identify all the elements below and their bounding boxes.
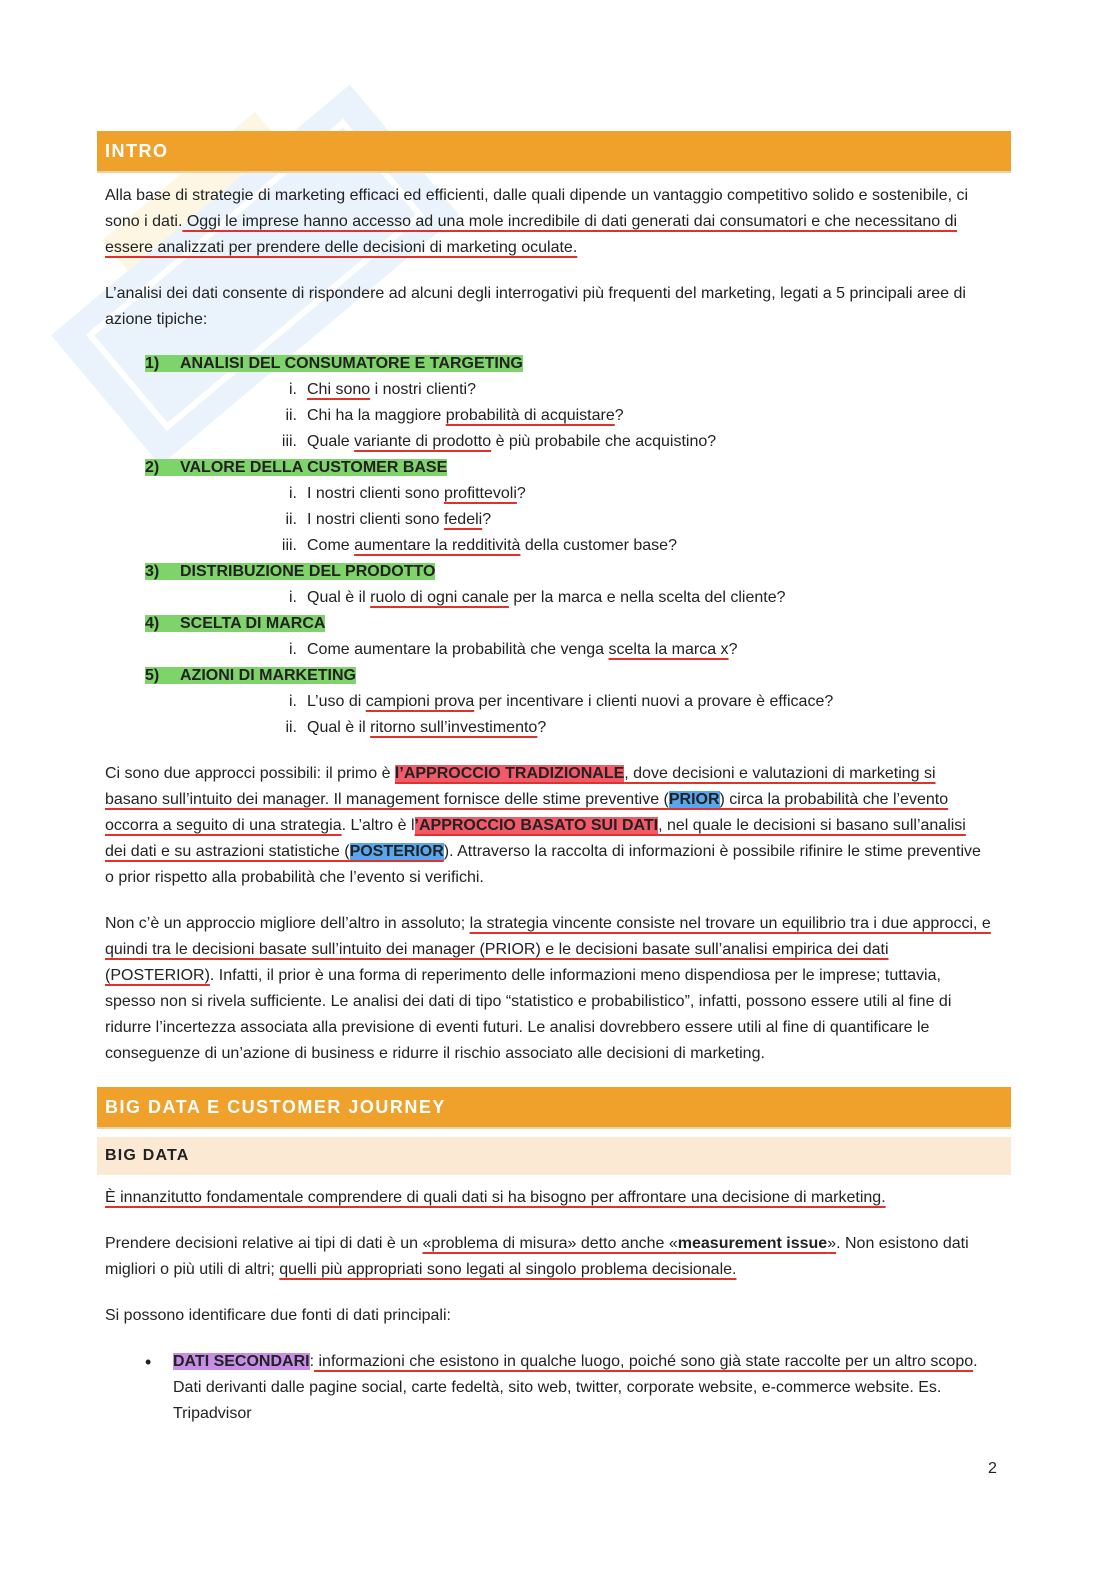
bigdata-paragraph-1: È innanzitutto fondamentale comprendere di quali dati si ha bisogno per affrontare una decisione di marketing. xyxy=(105,1189,886,1206)
intro-paragraph-1 xyxy=(105,183,991,261)
list-item: • DATI SECONDARI: informazioni che esistono in qualche luogo, poiché sono già state raccolte per un altro scopo. Dati derivanti dalle pagine social, carte fedeltà, sito web, twitter, corporate website, e-commerce website. Es. Tripadvisor xyxy=(105,1349,991,1427)
section-heading-intro: INTRO xyxy=(97,131,1011,173)
bigdata-paragraph-2: Prendere decisioni relative ai tipi di dati è un «problema di misura» detto anche «measurement issue». Non esistono dati migliori o più utili di altri; quelli più appropriati sono legati al singolo problema decisionale. xyxy=(105,1235,969,1278)
bullet-icon: • xyxy=(145,1352,152,1372)
list-item: i. I nostri clienti sono profittevoli? xyxy=(289,485,526,502)
section-title-2: 2) VALORE DELLA CUSTOMER BASE xyxy=(145,459,448,476)
bigdata-paragraph-3: Si possono identificare due fonti di dati principali: xyxy=(105,1307,451,1324)
document-page xyxy=(97,131,1011,1427)
list-item: i. Qual è il ruolo di ogni canale per la marca e nella scelta del cliente? xyxy=(289,589,786,606)
intro-paragraph-2: L’analisi dei dati consente di rispondere ad alcuni degli interrogativi più frequenti del marketing, legati a 5 principali aree di azione tipiche: xyxy=(105,285,966,328)
underlined-text: Oggi le imprese hanno accesso ad una mole incredibile di dati generati dai consumatori e che necessitano di essere analizzati per prendere delle decisioni di marketing oculate. xyxy=(105,213,958,256)
list-item: i. L’uso di campioni prova per incentivare i clienti nuovi a provare è efficace? xyxy=(289,693,834,710)
list-item: i. Come aumentare la probabilità che venga scelta la marca x? xyxy=(289,641,738,658)
text-span: Alla base di strategie di marketing efficaci ed efficienti, dalle quali dipende un vantaggio competitivo solido e sostenibile, ci sono i dati. xyxy=(105,187,969,230)
list-item: ii. Chi ha la maggiore probabilità di acquistare? xyxy=(285,407,624,424)
list-item: ii. Qual è il ritorno sull’investimento? xyxy=(285,719,547,736)
areas-list xyxy=(105,351,991,741)
balance-paragraph: Non c’è un approccio migliore dell’altro in assoluto; la strategia vincente consiste nel trovare un equilibrio tra i due approcci, e quindi tra le decisioni basate sull’intuito dei manager (PRIOR) e le decisioni basate sull’analisi empirica dei dati (POSTERIOR). Infatti, il prior è una forma di reperimento delle informazioni meno dispendiosa per le imprese; tuttavia, spesso non si rivela sufficiente. Le analisi dei dati di tipo “statistico e probabilistico”, infatti, possono essere utili al fine di ridurre l’incertezza associata alla previsione di eventi futuri. Le analisi dovrebbero essere utili al fine di quantificare le conseguenze di un’azione di business e ridurre il rischio associato alle decisioni di marketing. xyxy=(105,915,991,1062)
section-title-1: 1) ANALISI DEL CONSUMATORE E TARGETING xyxy=(145,355,523,372)
page-number: 2 xyxy=(988,1460,997,1477)
list-item: i. Chi sono i nostri clienti? xyxy=(289,381,476,398)
list-item: iii. Come aumentare la redditività della customer base? xyxy=(281,537,677,554)
approaches-paragraph: Ci sono due approcci possibili: il primo è l’APPROCCIO TRADIZIONALE, dove decisioni e valutazioni di marketing si basano sull’intuito dei manager. Il management fornisce delle stime preventive (PRIOR) circa la probabilità che l’evento occorra a seguito di una strategia. L’altro è l’APPROCCIO BASATO SUI DATI, nel quale le decisioni si basano sull’analisi dei dati e su astrazioni statistiche (POSTERIOR). Attraverso la raccolta di informazioni è possibile rifinire le stime preventive o prior rispetto alla probabilità che l’evento si verifichi. xyxy=(105,765,981,886)
section-title-5: 5) AZIONI DI MARKETING xyxy=(145,667,356,684)
subsection-heading-big-data: BIG DATA xyxy=(97,1137,1011,1175)
section-heading-big-data: BIG DATA E CUSTOMER JOURNEY xyxy=(97,1087,1011,1129)
list-item: iii. Quale variante di prodotto è più probabile che acquistino? xyxy=(281,433,717,450)
list-item: ii. I nostri clienti sono fedeli? xyxy=(285,511,492,528)
section-title-3: 3) DISTRIBUZIONE DEL PRODOTTO xyxy=(145,563,436,580)
section-title-4: 4) SCELTA DI MARCA xyxy=(145,615,326,632)
